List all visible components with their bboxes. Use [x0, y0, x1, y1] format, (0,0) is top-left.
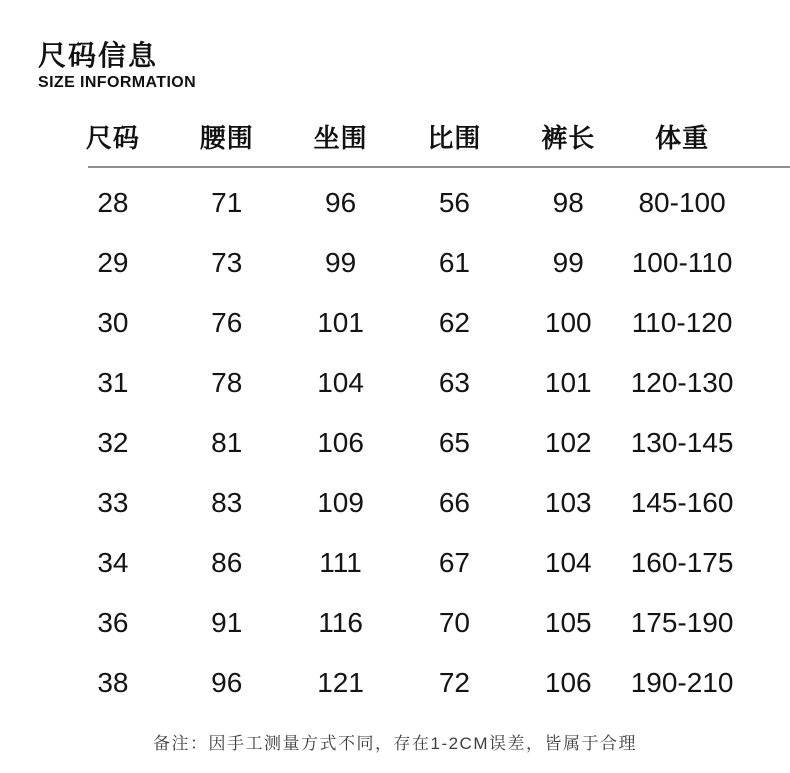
size-cell: 86 — [211, 546, 243, 578]
size-cell: 190-210 — [630, 666, 734, 698]
size-row — [56, 233, 739, 293]
size-cell: 34 — [97, 546, 129, 578]
size-cell: 63 — [438, 366, 470, 398]
size-cell: 99 — [552, 246, 584, 278]
column-header-thigh: 比围 — [427, 123, 482, 154]
size-cell: 38 — [97, 666, 129, 698]
size-cell: 32 — [97, 426, 129, 458]
size-cell: 98 — [552, 186, 584, 218]
size-cell: 116 — [318, 606, 363, 638]
size-cell: 102 — [544, 426, 592, 458]
size-row — [56, 293, 739, 353]
size-cell: 61 — [438, 246, 470, 278]
column-header-pants-length: 裤长 — [541, 123, 596, 154]
size-cell: 67 — [438, 546, 470, 578]
size-cell: 30 — [97, 306, 129, 338]
size-table-body — [56, 173, 739, 713]
size-cell: 76 — [211, 306, 243, 338]
size-row — [56, 593, 739, 653]
size-cell: 33 — [97, 486, 129, 518]
size-cell: 100 — [544, 306, 592, 338]
page-title: 尺码信息 — [38, 40, 159, 71]
size-table-header-row — [56, 114, 739, 160]
size-cell: 104 — [544, 546, 592, 578]
size-cell: 81 — [211, 426, 243, 458]
size-cell: 71 — [211, 186, 243, 218]
size-cell: 130-145 — [630, 426, 734, 458]
size-row — [56, 413, 739, 473]
size-row — [56, 533, 739, 593]
size-cell: 101 — [544, 366, 592, 398]
size-cell: 72 — [438, 666, 470, 698]
size-row — [56, 473, 739, 533]
size-row — [56, 173, 739, 233]
size-cell: 175-190 — [630, 606, 734, 638]
size-cell: 101 — [317, 306, 364, 338]
page-subtitle: SIZE INFORMATION — [38, 74, 197, 91]
size-cell: 83 — [211, 486, 243, 518]
size-cell: 62 — [438, 306, 470, 338]
size-cell: 110-120 — [631, 306, 733, 338]
size-cell: 106 — [317, 426, 364, 458]
size-cell: 65 — [438, 426, 470, 458]
column-header-size: 尺码 — [85, 123, 140, 154]
size-cell: 70 — [438, 606, 470, 638]
header-divider-line — [88, 166, 790, 168]
size-cell: 100-110 — [631, 246, 733, 278]
size-cell: 78 — [211, 366, 243, 398]
size-cell: 105 — [544, 606, 592, 638]
size-cell: 109 — [317, 486, 364, 518]
size-cell: 73 — [211, 246, 243, 278]
size-row — [56, 353, 739, 413]
column-header-waist: 腰围 — [199, 123, 254, 154]
title-block — [0, 0, 790, 92]
measurement-note: 备注：因手工测量方式不同，存在1-2CM误差，皆属于合理 — [152, 733, 637, 753]
size-cell: 36 — [97, 606, 129, 638]
size-cell: 111 — [319, 546, 362, 578]
size-cell: 145-160 — [630, 486, 734, 518]
size-cell: 104 — [317, 366, 364, 398]
size-cell: 120-130 — [630, 366, 734, 398]
size-cell: 96 — [211, 666, 243, 698]
size-cell: 99 — [325, 246, 357, 278]
size-cell: 66 — [438, 486, 470, 518]
size-cell: 91 — [211, 606, 243, 638]
size-cell: 96 — [325, 186, 357, 218]
size-cell: 31 — [97, 366, 129, 398]
size-cell: 103 — [544, 486, 592, 518]
size-cell: 56 — [438, 186, 470, 218]
size-cell: 80-100 — [638, 186, 726, 218]
column-header-weight: 体重 — [655, 123, 710, 154]
size-cell: 160-175 — [630, 546, 734, 578]
size-cell: 121 — [317, 666, 364, 698]
size-row — [56, 653, 739, 713]
size-table — [56, 114, 739, 713]
column-header-hip: 坐围 — [313, 123, 368, 154]
size-cell: 28 — [97, 186, 129, 218]
size-cell: 29 — [97, 246, 129, 278]
size-cell: 106 — [544, 666, 592, 698]
